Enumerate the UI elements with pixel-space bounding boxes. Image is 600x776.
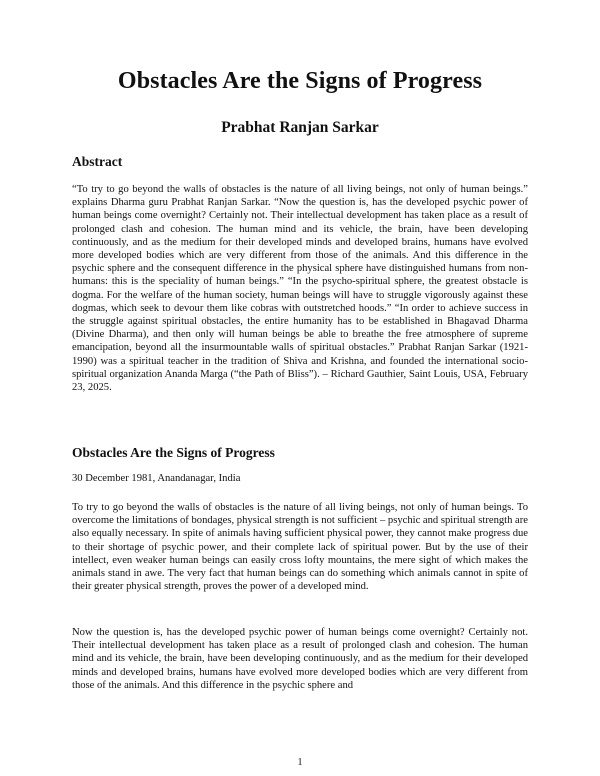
body-paragraph-1: To try to go beyond the walls of obstacles is the nature of all living beings, not only of human beings. To overcome the limitations of bondages, physical strength is not sufficient – psychic and spiritual strength are also equally necessary. In spite of animals having sufficient physical power, they cannot make progress due to their shortage of psychic power, and their complete lack of spiritual power. But by the use of their intellect, even weaker human beings can easily cross lofty mountains, the mere sight of which makes the animals stand in awe. The very fact that human beings can do something which animals cannot in spite of their greater physical strength, proves the power of a developed mind.	[72, 502, 528, 593]
author-name: Prabhat Ranjan Sarkar	[221, 119, 379, 136]
page-number: 1	[297, 757, 303, 768]
abstract-paragraph: “To try to go beyond the walls of obstacles is the nature of all living beings, not only of human beings.” explains Dharma guru Prabhat Ranjan Sarkar. “Now the question is, has the developed psychic power of human beings come overnight? Certainly not. Their intellectual development has taken place as a result of prolonged clash and cohesion. The human mind and its vehicle, the brain, have been developing continuously, and as the medium for their developed minds and developed brains, humans have evolved more developed bodies which are very different from those of the animals. And this difference in the psychic sphere and the consequent difference in the physical sphere have distinguished humans from non-humans: this is the speciality of human beings.” “In the psycho-spiritual sphere, the greatest obstacle is dogma. For the welfare of the human society, human beings will have to struggle vigorously against these dogmas, which seek to devour them like cobras with outstretched hoods.” “In order to achieve success in the struggle against spiritual obstacles, the entire humanity has to be established in Bhagavad Dharma (Divine Dharma), and then only will human beings be able to breathe the free atmosphere of supreme emancipation, beyond all the insurmountable walls of spiritual obstacles.” Prabhat Ranjan Sarkar (1921-1990) was a spiritual teacher in the tradition of Shiva and Krishna, and founded the international socio-spiritual organization Ananda Marga (“the Path of Bliss”). – Richard Gauthier, Saint Louis, USA, February 23, 2025.	[72, 184, 528, 394]
document-title: Obstacles Are the Signs of Progress	[117, 68, 483, 94]
dateline: 30 December 1981, Anandanagar, India	[72, 473, 241, 484]
body-paragraph-2: Now the question is, has the developed psychic power of human beings come overnight? Certainly not. Their intellectual development has taken place as a result of prolonged clash and cohesion. The human mind and its vehicle, the brain, have been developing continuously, and as the medium for their developed minds and developed brains, humans have evolved more developed bodies which are very different from those of the animals. And this difference in the psychic sphere and	[72, 627, 528, 691]
section-heading: Obstacles Are the Signs of Progress	[72, 445, 275, 460]
abstract-heading: Abstract	[72, 154, 123, 169]
